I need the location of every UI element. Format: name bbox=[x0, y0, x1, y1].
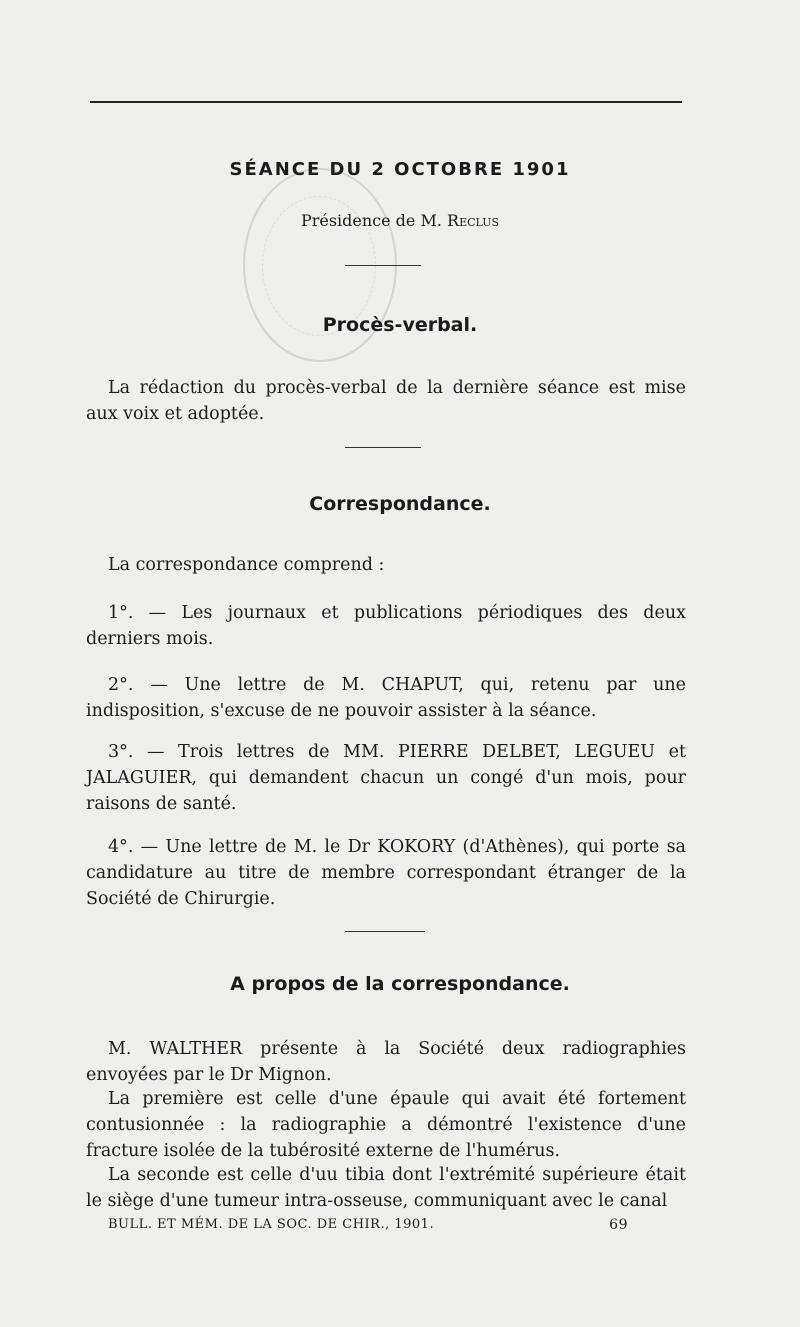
correspondance-item-4: 4°. — Une lettre de M. le Dr KOKORY (d'Athènes), qui porte sa candidature au titre de membre correspondant étranger de la Société de Chirurgie. bbox=[86, 837, 686, 909]
proces-verbal-heading: Procès-verbal. bbox=[322, 314, 478, 336]
proces-verbal-text: La rédaction du procès-verbal de la dernière séance est mise aux voix et adoptée. bbox=[86, 378, 686, 424]
page-footer bbox=[108, 1217, 628, 1232]
session-title: SÉANCE DU 2 OCTOBRE 1901 bbox=[229, 159, 571, 180]
president-name: Reclus bbox=[447, 211, 500, 230]
a-propos-paragraph-2: La première est celle d'une épaule qui avait été fortement contusionnée : la radiographie a démontré l'existence d'une fracture isolée de la tubérosité externe de l'humérus. bbox=[86, 1089, 686, 1161]
footer-citation: BULL. ET MÉM. DE LA SOC. DE CHIR., 1901. bbox=[108, 1217, 435, 1232]
a-propos-paragraph-1: M. WALTHER présente à la Société deux radiographies envoyées par le Dr Mignon. bbox=[86, 1039, 686, 1085]
section-divider bbox=[345, 447, 421, 448]
correspondance-item-1: 1°. — Les journaux et publications périodiques des deux derniers mois. bbox=[86, 603, 686, 649]
presidence-line bbox=[0, 211, 800, 230]
page-number: 69 bbox=[609, 1217, 628, 1233]
correspondance-item-2: 2°. — Une lettre de M. CHAPUT, qui, retenu par une indisposition, s'excuse de ne pouvoir assister à la séance. bbox=[86, 675, 686, 721]
correspondance-heading: Correspondance. bbox=[309, 493, 491, 515]
section-divider bbox=[345, 931, 425, 932]
presidence-prefix: Présidence de M. bbox=[300, 211, 448, 230]
a-propos-paragraph-3: La seconde est celle d'uu tibia dont l'extrémité supérieure était le siège d'une tumeur intra-osseuse, communiquant avec le canal bbox=[86, 1165, 686, 1211]
correspondance-intro: La correspondance comprend : bbox=[108, 555, 385, 575]
a-propos-heading: A propos de la correspondance. bbox=[230, 973, 570, 995]
correspondance-item-3: 3°. — Trois lettres de MM. PIERRE DELBET, LEGUEU et JALAGUIER, qui demandent chacun un congé d'un mois, pour raisons de santé. bbox=[86, 742, 686, 814]
section-divider bbox=[345, 265, 421, 266]
top-rule bbox=[90, 101, 682, 103]
